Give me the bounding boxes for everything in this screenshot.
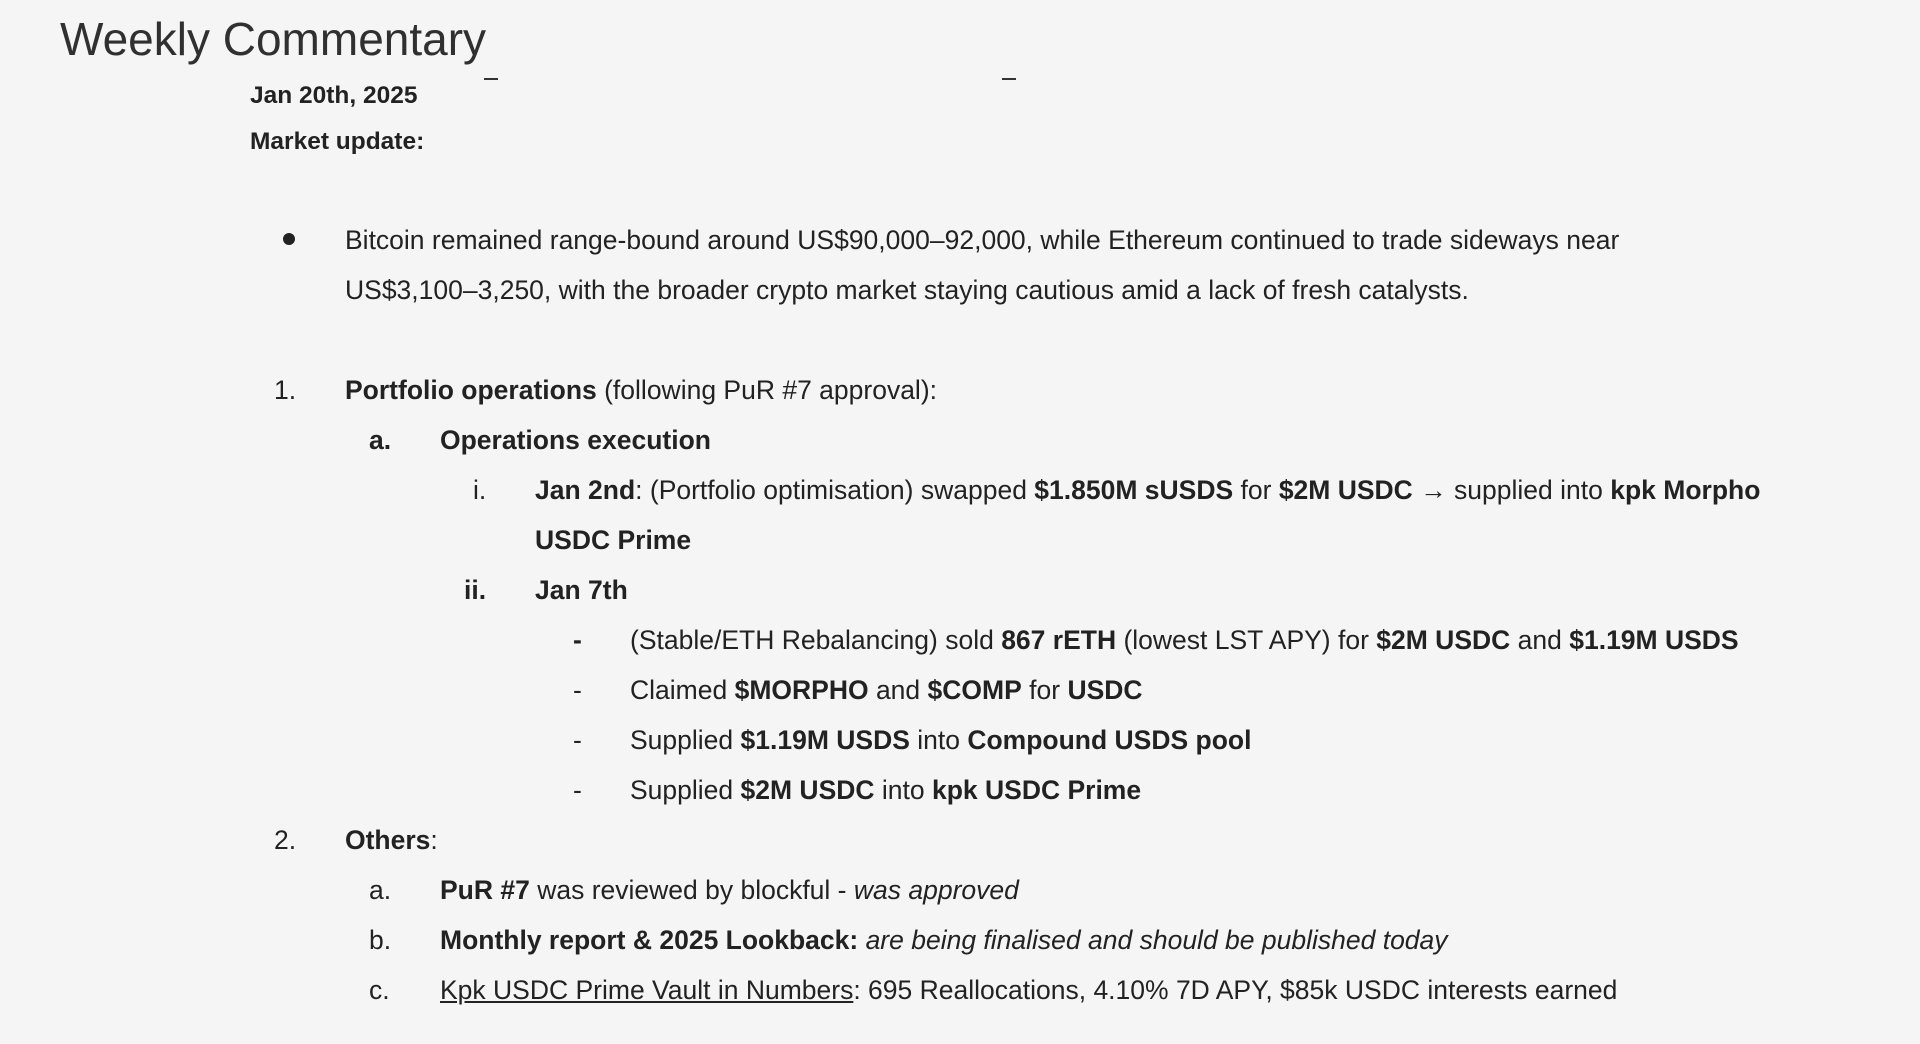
others-heading: Others: [345, 825, 438, 855]
market-text-line-1: Bitcoin remained range-bound around US$90,000–92,000, while Ethereum continued to trade sideways near [345, 225, 1620, 255]
bullet-dot-icon [283, 233, 295, 245]
list-letter-a: a. [369, 425, 392, 455]
list-letter-a: a. [369, 875, 392, 905]
portfolio-operations-heading: Portfolio operations (following PuR #7 approval): [345, 375, 938, 405]
vault-numbers-line: Kpk USDC Prime Vault in Numbers: 695 Reallocations, 4.10% 7D APY, $85k USDC interests earned [440, 975, 1618, 1005]
list-number-2: 2. [274, 825, 297, 855]
monthly-report-line: Monthly report & 2025 Lookback: are being finalised and should be published today [440, 925, 1448, 955]
market-update-heading: Market update: [250, 128, 425, 155]
list-letter-b: b. [369, 925, 392, 955]
jan-7th-heading: Jan 7th [535, 575, 628, 605]
market-text-line-2: US$3,100–3,250, with the broader crypto market staying cautious amid a lack of fresh catalysts. [345, 275, 1469, 305]
dash-marker: - [573, 725, 582, 755]
dash-marker: - [573, 675, 582, 705]
supplied-usds-line: Supplied $1.19M USDS into Compound USDS pool [630, 725, 1252, 755]
list-roman-ii: ii. [464, 575, 487, 605]
operations-execution-heading: Operations execution [440, 425, 711, 455]
supplied-usdc-line: Supplied $2M USDC into kpk USDC Prime [630, 775, 1142, 805]
claimed-line: Claimed $MORPHO and $COMP for USDC [630, 675, 1143, 705]
page-title: Weekly Commentary [60, 13, 487, 65]
dash-marker: - [573, 625, 582, 655]
jan-2nd-operation-line-2: USDC Prime [535, 525, 692, 555]
report-date: Jan 20th, 2025 [250, 82, 418, 109]
title-underline-mark [484, 78, 498, 80]
vault-numbers-link[interactable]: Kpk USDC Prime Vault in Numbers [440, 975, 854, 1005]
title-underline-mark [1002, 78, 1016, 80]
list-roman-i: i. [473, 475, 487, 505]
jan-2nd-operation-line-1: Jan 2nd: (Portfolio optimisation) swapped $1.850M sUSDS for $2M USDC → supplied into kpk Morpho [535, 475, 1761, 505]
rebalancing-line: (Stable/ETH Rebalancing) sold 867 rETH (lowest LST APY) for $2M USDC and $1.19M USDS [630, 625, 1739, 655]
list-number-1: 1. [274, 375, 297, 405]
list-letter-c: c. [369, 975, 390, 1005]
dash-marker: - [573, 775, 582, 805]
pur-review-line: PuR #7 was reviewed by blockful - was approved [440, 875, 1019, 905]
